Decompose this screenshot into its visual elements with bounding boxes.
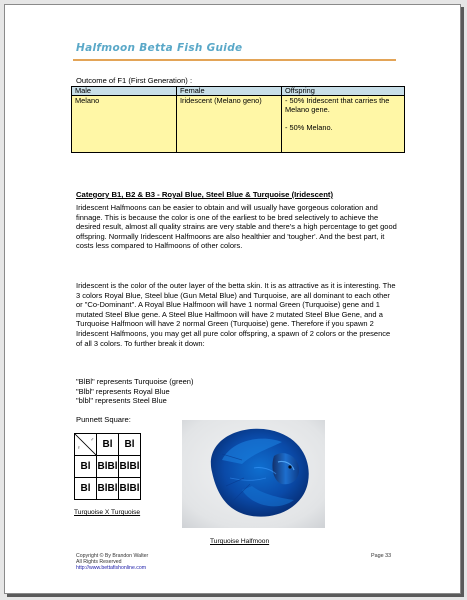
cell-offspring (282, 96, 405, 153)
turquoise-halfmoon-photo (182, 420, 325, 528)
gene-line-turquoise: "BlBl" represents Turquoise (green) (76, 377, 194, 386)
punnett-row-head: Bl (75, 456, 97, 478)
punnett-label: Punnett Square: (76, 415, 131, 424)
guide-title: Halfmoon Betta Fish Guide (76, 42, 243, 54)
column-header-offspring: Offspring (282, 87, 405, 96)
female-symbol-icon: ♀ (77, 445, 81, 451)
punnett-cell: BlBl (97, 478, 119, 500)
cell-male: Melano (72, 96, 177, 153)
table-header-row (72, 87, 405, 96)
gene-line-steel-blue: "blbl" represents Steel Blue (76, 396, 167, 406)
punnett-cell: BlBl (97, 456, 119, 478)
f1-outcome-table (71, 86, 405, 153)
photo-caption: Turquoise Halfmoon (210, 538, 270, 545)
punnett-header-cell: Bl (119, 434, 141, 456)
website-link[interactable]: http://www.bettafishonline.com (76, 565, 147, 572)
punnett-square (74, 433, 141, 500)
offspring-line-1: - 50% Iridescent that carries the Melano gene. (285, 96, 390, 114)
punnett-cell: BlBl (119, 478, 141, 500)
page-number: Page 33 (371, 553, 392, 559)
punnett-header-cell: Bl (97, 434, 119, 456)
f1-outcome-label: Outcome of F1 (First Generation) : (76, 76, 193, 85)
gene-line-royal-blue: "Blbl" represents Royal Blue (76, 386, 170, 396)
offspring-line-2: - 50% Melano. (285, 123, 333, 132)
header-divider (73, 59, 396, 61)
punnett-row-head: Bl (75, 478, 97, 500)
punnett-caption: Turquoise X Turquoise (74, 509, 141, 516)
paragraph-iridescent-intro: Iridescent Halfmoons can be easier to obtain and will usually have gorgeous coloration and finnage. This is because the color is one of the earliest to be bred selectively to achieve the desired result, almost all quality strains are very stable and there's a high percentage to get good offspring. Normally Iridescent Halfmoons are also healthier and 'tougher'. And the best part, it costs less compared to Halfmoons of other colors. (76, 203, 397, 251)
punnett-cell: BlBl (119, 456, 141, 478)
copyright-text: Copyright © By Brandon Walter (76, 553, 149, 559)
punnett-corner (75, 434, 97, 456)
male-symbol-icon: ♂ (90, 437, 94, 443)
gene-list (76, 377, 193, 406)
page-footer (76, 553, 148, 572)
column-header-female: Female (177, 87, 282, 96)
cell-female: Iridescent (Melano geno) (177, 96, 282, 153)
rights-text: All Rights Reserved (76, 559, 122, 566)
document-page (4, 4, 461, 594)
category-heading: Category B1, B2 & B3 - Royal Blue, Steel Blue & Turquoise (Iridescent) (76, 190, 334, 199)
paragraph-iridescent-genetics: Iridescent is the color of the outer layer of the betta skin. It is as attractive as it is interesting. The 3 colors Royal Blue, Steel blue (Gun Metal Blue) and Turquoise, are all dominant to each other or "Co-Dominant". A Royal Blue Halfmoon will have 1 normal Green (Turquoise) gene and 1 mutated Steel Blue gene. A Steel Blue Halfmoon will have 2 mutated Steel Blue Gene, and a Turquoise Halfmoon will have 2 normal Green (Turquoise) gene. Therefore if you spawn 2 Iridescent Halfmoons, you may get all pure color offspring, a spawn of 2 colors or the presence of all 3 colors. To further break it down: (76, 281, 396, 348)
column-header-male: Male (72, 87, 177, 96)
table-row (72, 96, 405, 153)
